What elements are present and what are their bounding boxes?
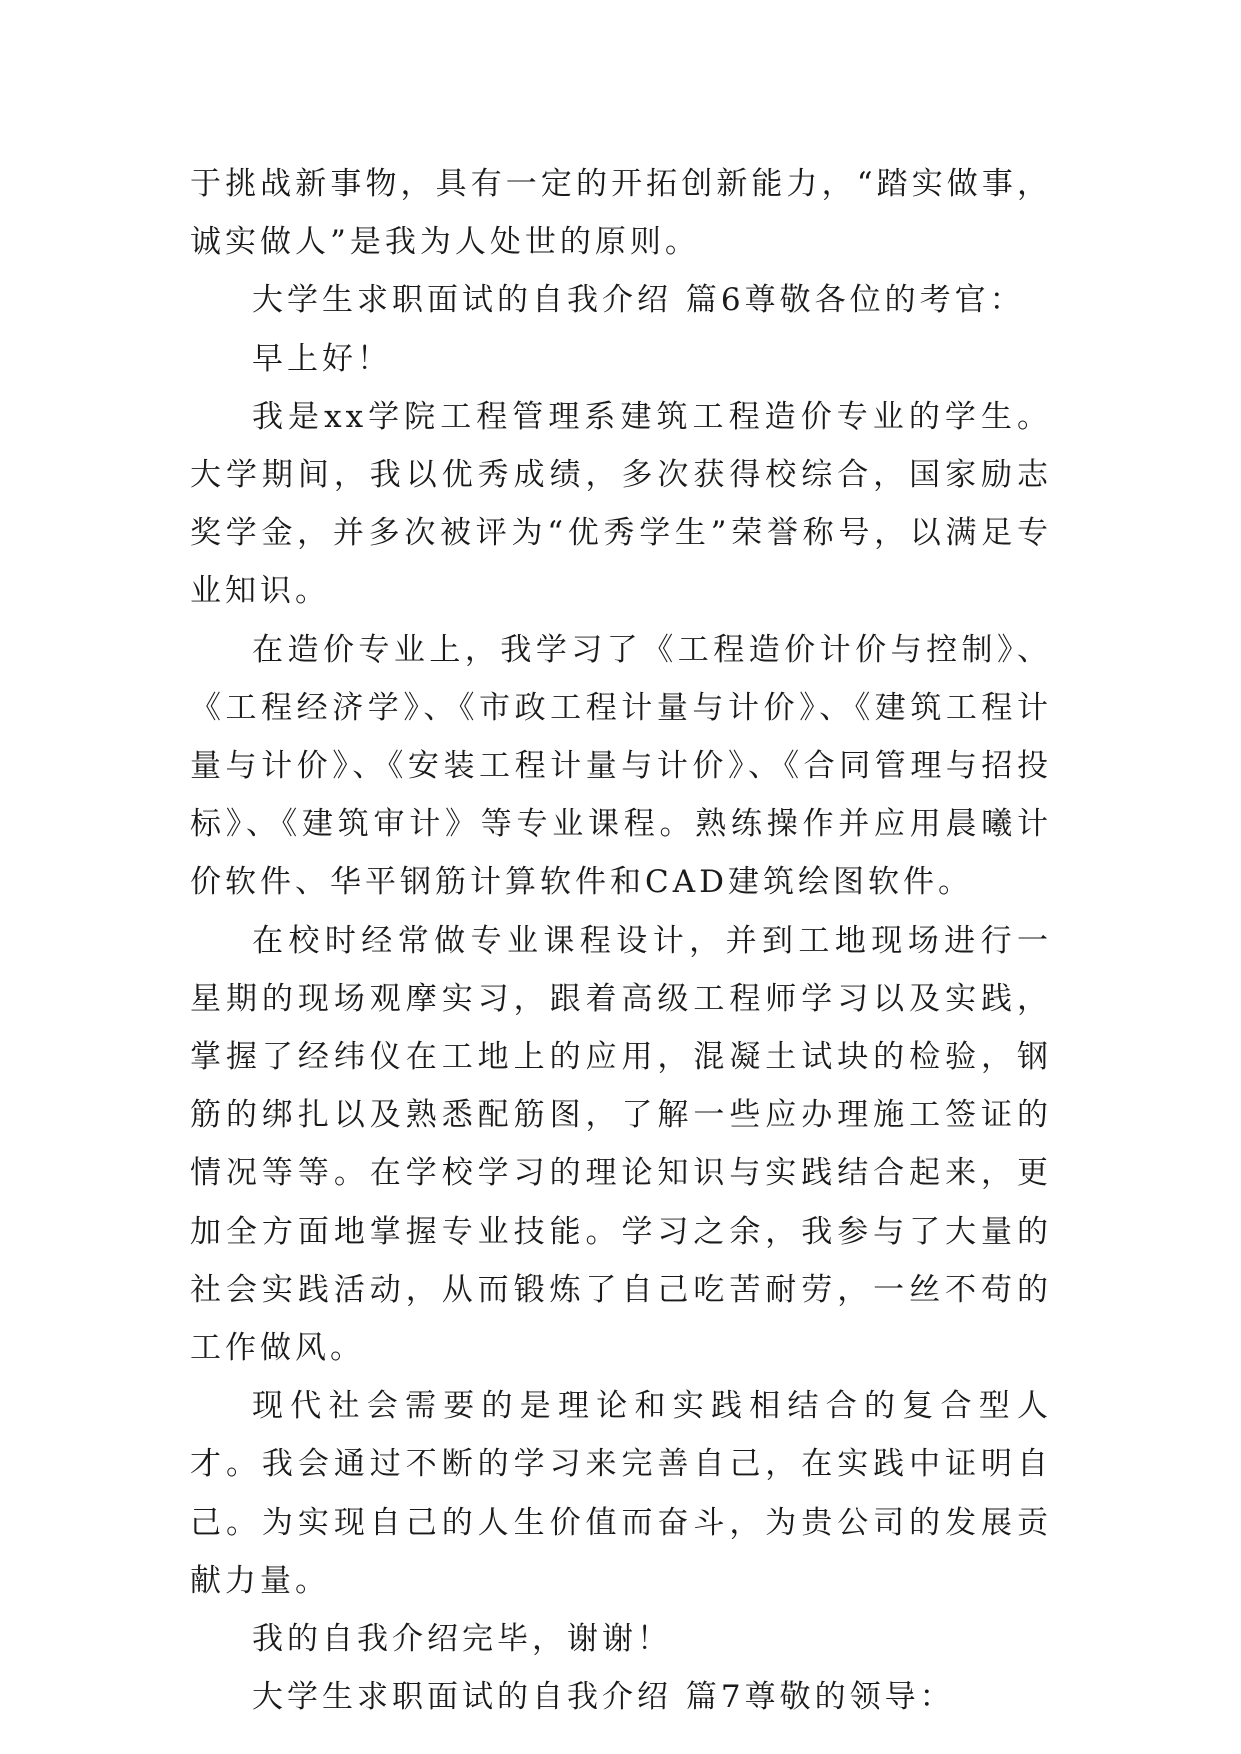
section-heading-7: 大学生求职面试的自我介绍 篇7尊敬的领导： [252, 1679, 955, 1716]
paragraph-practice: 在校时经常做专业课程设计，并到工地现场进行一星期的现场观摩实习，跟着高级工程师学习以及实践，掌握了经纬仪在工地上的应用，混凝土试块的检验，钢筋的绑扎以及熟悉配筋图，了解一些应办理施工签证的情况等等。在学校学习的理论知识与实践结合起来，更加全方面地掌握专业技能。学习之余，我参与了大量的社会实践活动，从而锻炼了自己吃苦耐劳，一丝不苟的工作做风。 [190, 922, 1052, 1367]
paragraph-courses: 在造价专业上，我学习了《工程造价计价与控制》、《工程经济学》、《市政工程计量与计价》、《建筑工程计量与计价》、《安装工程计量与计价》、《合同管理与招投标》、《建筑审计》等专业课程。熟练操作并应用晨曦计价软件、华平钢筋计算软件和CAD建筑绘图软件。 [190, 631, 1052, 901]
greeting: 早上好！ [252, 340, 392, 377]
section-heading-6: 大学生求职面试的自我介绍 篇6尊敬各位的考官： [252, 282, 1025, 319]
paragraph-goals: 现代社会需要的是理论和实践相结合的复合型人才。我会通过不断的学习来完善自己，在实践中证明自己。为实现自己的人生价值而奋斗，为贵公司的发展贡献力量。 [190, 1388, 1052, 1599]
document-page [190, 155, 1052, 1726]
paragraph-intro: 我是xx学院工程管理系建筑工程造价专业的学生。大学期间，我以优秀成绩，多次获得校综合，国家励志奖学金，并多次被评为“优秀学生”荣誉称号，以满足专业知识。 [190, 398, 1052, 610]
closing-line: 我的自我介绍完毕，谢谢！ [252, 1621, 672, 1658]
paragraph-1: 于挑战新事物，具有一定的开拓创新能力，“踏实做事，诚实做人”是我为人处世的原则。 [190, 166, 1052, 261]
